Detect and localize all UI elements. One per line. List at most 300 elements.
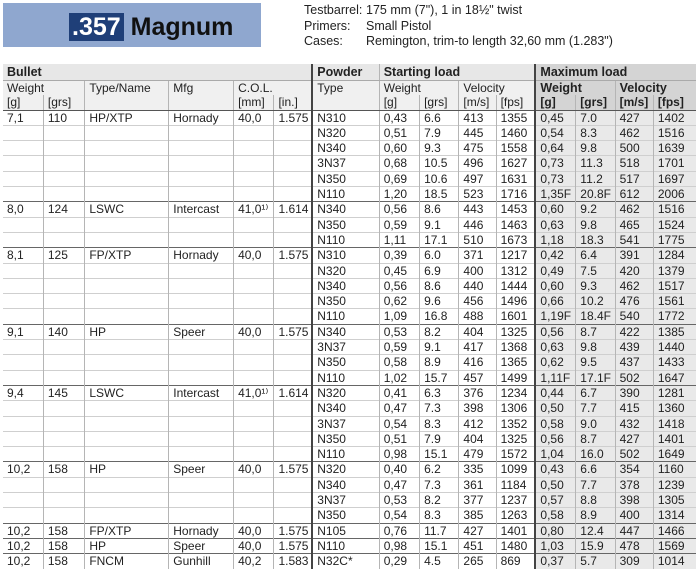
bullet-weight-g: 10,2 xyxy=(3,538,43,553)
bullet-weight-grs xyxy=(43,141,84,156)
max-velocity-ms: 400 xyxy=(615,508,653,523)
col-in xyxy=(274,294,312,309)
bullet-weight-grs xyxy=(43,125,84,140)
cartridge-caliber: .357 xyxy=(69,13,124,41)
col-mm: 40,0 xyxy=(234,523,274,538)
bullet-weight-g xyxy=(3,156,43,171)
start-weight-g: 0,54 xyxy=(379,416,419,431)
table-row xyxy=(3,493,696,508)
bullet-weight-grs xyxy=(43,232,84,247)
max-weight-g: 0,45 xyxy=(535,110,575,125)
bullet-mfg: Intercast xyxy=(169,202,234,217)
bullet-mfg xyxy=(169,217,234,232)
col-mm: 41,0¹⁾ xyxy=(234,385,274,400)
bullet-weight-g xyxy=(3,263,43,278)
max-velocity-fps: 1569 xyxy=(653,538,696,553)
max-weight-grs: 9.2 xyxy=(576,202,615,217)
max-weight-g: 0,63 xyxy=(535,217,575,232)
start-weight-grs: 10.5 xyxy=(420,156,459,171)
max-velocity-ms: 502 xyxy=(615,370,653,385)
bullet-weight-grs xyxy=(43,171,84,186)
max-velocity-ms: 476 xyxy=(615,294,653,309)
max-weight-grs: 6.7 xyxy=(576,385,615,400)
start-velocity-fps: 1453 xyxy=(496,202,535,217)
bullet-weight-g xyxy=(3,355,43,370)
bullet-mfg xyxy=(169,294,234,309)
powder-type: N310 xyxy=(312,248,379,263)
header-maximum-load: Maximum load xyxy=(535,64,696,81)
max-velocity-ms: 462 xyxy=(615,125,653,140)
max-velocity-ms: 378 xyxy=(615,477,653,492)
col-mm: 40,0 xyxy=(234,538,274,553)
bullet-weight-grs xyxy=(43,217,84,232)
start-velocity-ms: 371 xyxy=(459,248,496,263)
max-velocity-fps: 1239 xyxy=(653,477,696,492)
unit-blank xyxy=(312,95,379,110)
start-velocity-ms: 404 xyxy=(459,431,496,446)
bullet-weight-grs xyxy=(43,401,84,416)
col-mm xyxy=(234,340,274,355)
start-weight-grs: 9.1 xyxy=(420,217,459,232)
powder-type: N350 xyxy=(312,431,379,446)
header-powder: Powder xyxy=(312,64,379,81)
max-weight-g: 0,58 xyxy=(535,416,575,431)
max-weight-grs: 10.2 xyxy=(576,294,615,309)
max-weight-grs: 9.8 xyxy=(576,141,615,156)
cartridge-name: Magnum xyxy=(130,13,234,41)
bullet-weight-grs: 124 xyxy=(43,202,84,217)
start-velocity-fps: 1352 xyxy=(496,416,535,431)
test-info xyxy=(304,3,613,50)
info-value: Remington, trim-to length 32,60 mm (1.283") xyxy=(366,34,613,48)
start-weight-grs: 6.3 xyxy=(420,385,459,400)
table-row xyxy=(3,309,696,324)
powder-type: N105 xyxy=(312,523,379,538)
max-velocity-ms: 420 xyxy=(615,263,653,278)
start-weight-g: 0,98 xyxy=(379,447,419,462)
col-in xyxy=(274,401,312,416)
powder-type: N110 xyxy=(312,370,379,385)
col-in: 1.575 xyxy=(274,462,312,477)
max-velocity-fps: 1440 xyxy=(653,340,696,355)
bullet-mfg xyxy=(169,232,234,247)
bullet-weight-grs: 145 xyxy=(43,385,84,400)
bullet-weight-g xyxy=(3,217,43,232)
bullet-mfg: Gunhill xyxy=(169,554,234,569)
start-velocity-fps: 1631 xyxy=(496,171,535,186)
bullet-weight-grs: 110 xyxy=(43,110,84,125)
max-weight-g: 0,73 xyxy=(535,156,575,171)
max-weight-g: 0,66 xyxy=(535,294,575,309)
start-velocity-fps: 1463 xyxy=(496,217,535,232)
start-velocity-fps: 1601 xyxy=(496,309,535,324)
powder-type: N350 xyxy=(312,171,379,186)
start-velocity-ms: 398 xyxy=(459,401,496,416)
start-weight-g: 0,53 xyxy=(379,324,419,339)
bullet-type xyxy=(85,141,169,156)
bullet-mfg xyxy=(169,508,234,523)
bullet-mfg: Speer xyxy=(169,462,234,477)
powder-type: N340 xyxy=(312,477,379,492)
start-weight-g: 0,51 xyxy=(379,431,419,446)
max-weight-grs: 20.8F xyxy=(576,187,615,202)
bullet-type: HP xyxy=(85,324,169,339)
header-row-groups xyxy=(3,64,696,81)
start-velocity-ms: 404 xyxy=(459,324,496,339)
bullet-type xyxy=(85,493,169,508)
start-weight-g: 0,76 xyxy=(379,523,419,538)
header-max-weight: Weight xyxy=(535,81,615,96)
bullet-weight-g xyxy=(3,171,43,186)
bullet-weight-g xyxy=(3,278,43,293)
powder-type: N340 xyxy=(312,324,379,339)
bullet-type xyxy=(85,416,169,431)
max-weight-g: 0,63 xyxy=(535,340,575,355)
max-weight-g: 0,42 xyxy=(535,248,575,263)
col-mm xyxy=(234,156,274,171)
max-velocity-fps: 1775 xyxy=(653,232,696,247)
col-in xyxy=(274,232,312,247)
col-in xyxy=(274,431,312,446)
max-weight-g: 0,58 xyxy=(535,508,575,523)
table-row xyxy=(3,187,696,202)
bullet-weight-grs: 140 xyxy=(43,324,84,339)
title-banner xyxy=(3,3,261,47)
max-velocity-ms: 309 xyxy=(615,554,653,569)
info-value: 175 mm (7"), 1 in 18½" twist xyxy=(366,3,523,17)
col-in: 1.583 xyxy=(274,554,312,569)
info-row-testbarrel xyxy=(304,3,613,19)
bullet-type: LSWC xyxy=(85,202,169,217)
start-velocity-ms: 446 xyxy=(459,217,496,232)
start-weight-grs: 6.2 xyxy=(420,462,459,477)
start-velocity-ms: 413 xyxy=(459,110,496,125)
start-velocity-fps: 1673 xyxy=(496,232,535,247)
col-in: 1.575 xyxy=(274,248,312,263)
max-velocity-ms: 354 xyxy=(615,462,653,477)
bullet-weight-g: 7,1 xyxy=(3,110,43,125)
col-in: 1.614 xyxy=(274,385,312,400)
bullet-weight-grs: 158 xyxy=(43,554,84,569)
header-max-velocity: Velocity xyxy=(615,81,696,96)
powder-type: N350 xyxy=(312,508,379,523)
unit-g: [g] xyxy=(3,95,43,110)
start-weight-grs: 9.6 xyxy=(420,294,459,309)
start-weight-grs: 16.8 xyxy=(420,309,459,324)
start-velocity-ms: 427 xyxy=(459,523,496,538)
start-weight-grs: 8.3 xyxy=(420,508,459,523)
header-bullet: Bullet xyxy=(3,64,312,81)
bullet-type: HP xyxy=(85,538,169,553)
bullet-weight-g: 8,0 xyxy=(3,202,43,217)
start-velocity-fps: 1306 xyxy=(496,401,535,416)
start-weight-g: 0,51 xyxy=(379,125,419,140)
table-row xyxy=(3,416,696,431)
start-weight-g: 0,59 xyxy=(379,340,419,355)
start-weight-grs: 8.6 xyxy=(420,202,459,217)
col-in xyxy=(274,217,312,232)
max-weight-grs: 9.3 xyxy=(576,278,615,293)
max-weight-g: 0,50 xyxy=(535,401,575,416)
max-velocity-fps: 1433 xyxy=(653,355,696,370)
table-row xyxy=(3,248,696,263)
powder-type: N350 xyxy=(312,294,379,309)
bullet-weight-g xyxy=(3,232,43,247)
table-row xyxy=(3,125,696,140)
start-weight-g: 0,62 xyxy=(379,294,419,309)
bullet-mfg xyxy=(169,263,234,278)
start-weight-grs: 9.3 xyxy=(420,141,459,156)
bullet-type: LSWC xyxy=(85,385,169,400)
unit-fps: [fps] xyxy=(653,95,696,110)
start-velocity-ms: 496 xyxy=(459,156,496,171)
start-velocity-ms: 497 xyxy=(459,171,496,186)
col-in xyxy=(274,125,312,140)
max-velocity-fps: 1516 xyxy=(653,202,696,217)
powder-type: N350 xyxy=(312,355,379,370)
col-mm xyxy=(234,447,274,462)
max-velocity-fps: 1701 xyxy=(653,156,696,171)
bullet-type xyxy=(85,263,169,278)
col-in xyxy=(274,447,312,462)
bullet-mfg xyxy=(169,125,234,140)
cartridge-title xyxy=(69,13,233,41)
max-weight-grs: 8.7 xyxy=(576,324,615,339)
max-velocity-ms: 432 xyxy=(615,416,653,431)
max-weight-grs: 12.4 xyxy=(576,523,615,538)
max-weight-g: 0,49 xyxy=(535,263,575,278)
max-weight-grs: 16.0 xyxy=(576,447,615,462)
load-data-table-wrapper xyxy=(3,64,696,569)
start-weight-g: 1,11 xyxy=(379,232,419,247)
max-weight-grs: 8.7 xyxy=(576,431,615,446)
max-weight-g: 1,11F xyxy=(535,370,575,385)
start-velocity-fps: 1627 xyxy=(496,156,535,171)
col-mm xyxy=(234,401,274,416)
start-weight-grs: 15.1 xyxy=(420,447,459,462)
max-weight-grs: 9.8 xyxy=(576,340,615,355)
col-in xyxy=(274,493,312,508)
max-weight-g: 0,73 xyxy=(535,171,575,186)
start-weight-g: 0,59 xyxy=(379,217,419,232)
powder-type: N32C* xyxy=(312,554,379,569)
max-velocity-fps: 1314 xyxy=(653,508,696,523)
header-col: C.O.L. xyxy=(234,81,313,96)
start-weight-g: 0,40 xyxy=(379,462,419,477)
start-weight-g: 0,58 xyxy=(379,355,419,370)
unit-blank xyxy=(169,95,234,110)
start-velocity-ms: 385 xyxy=(459,508,496,523)
table-row xyxy=(3,171,696,186)
bullet-type xyxy=(85,355,169,370)
table-row xyxy=(3,294,696,309)
start-weight-grs: 8.3 xyxy=(420,416,459,431)
col-mm xyxy=(234,355,274,370)
bullet-weight-g: 10,2 xyxy=(3,554,43,569)
start-weight-g: 0,60 xyxy=(379,141,419,156)
start-velocity-fps: 1444 xyxy=(496,278,535,293)
max-weight-g: 0,57 xyxy=(535,493,575,508)
max-weight-g: 1,35F xyxy=(535,187,575,202)
start-velocity-ms: 443 xyxy=(459,202,496,217)
max-weight-g: 0,37 xyxy=(535,554,575,569)
max-velocity-ms: 390 xyxy=(615,385,653,400)
bullet-weight-grs: 158 xyxy=(43,462,84,477)
bullet-mfg xyxy=(169,309,234,324)
bullet-mfg xyxy=(169,431,234,446)
unit-grs: [grs] xyxy=(576,95,615,110)
max-weight-grs: 9.8 xyxy=(576,217,615,232)
max-weight-grs: 18.3 xyxy=(576,232,615,247)
max-velocity-fps: 2006 xyxy=(653,187,696,202)
start-weight-g: 1,02 xyxy=(379,370,419,385)
max-weight-grs: 11.2 xyxy=(576,171,615,186)
start-weight-grs: 6.9 xyxy=(420,263,459,278)
table-row xyxy=(3,141,696,156)
header-mfg: Mfg xyxy=(169,81,234,96)
bullet-weight-g xyxy=(3,294,43,309)
col-mm xyxy=(234,217,274,232)
start-velocity-fps: 1355 xyxy=(496,110,535,125)
start-velocity-fps: 1312 xyxy=(496,263,535,278)
start-weight-grs: 9.1 xyxy=(420,340,459,355)
max-velocity-fps: 1401 xyxy=(653,431,696,446)
bullet-mfg: Intercast xyxy=(169,385,234,400)
start-weight-grs: 15.1 xyxy=(420,538,459,553)
bullet-weight-g: 10,2 xyxy=(3,462,43,477)
bullet-type xyxy=(85,156,169,171)
start-weight-g: 0,41 xyxy=(379,385,419,400)
start-weight-g: 0,29 xyxy=(379,554,419,569)
max-velocity-ms: 465 xyxy=(615,217,653,232)
max-velocity-fps: 1649 xyxy=(653,447,696,462)
start-weight-grs: 6.0 xyxy=(420,248,459,263)
max-velocity-ms: 502 xyxy=(615,447,653,462)
bullet-weight-grs: 125 xyxy=(43,248,84,263)
header-start-weight: Weight xyxy=(379,81,459,96)
max-velocity-fps: 1516 xyxy=(653,125,696,140)
bullet-mfg: Speer xyxy=(169,538,234,553)
start-weight-g: 0,47 xyxy=(379,401,419,416)
bullet-weight-grs xyxy=(43,340,84,355)
unit-ms: [m/s] xyxy=(615,95,653,110)
info-label: Cases: xyxy=(304,34,343,48)
bullet-type xyxy=(85,294,169,309)
table-row xyxy=(3,340,696,355)
max-weight-grs: 6.4 xyxy=(576,248,615,263)
col-in: 1.614 xyxy=(274,202,312,217)
table-row xyxy=(3,370,696,385)
start-weight-grs: 7.9 xyxy=(420,431,459,446)
powder-type: N110 xyxy=(312,447,379,462)
bullet-type xyxy=(85,309,169,324)
bullet-weight-grs xyxy=(43,431,84,446)
col-in: 1.575 xyxy=(274,110,312,125)
bullet-weight-grs xyxy=(43,294,84,309)
start-weight-grs: 4.5 xyxy=(420,554,459,569)
unit-fps: [fps] xyxy=(496,95,535,110)
max-velocity-fps: 1014 xyxy=(653,554,696,569)
bullet-mfg xyxy=(169,493,234,508)
start-velocity-ms: 456 xyxy=(459,294,496,309)
start-weight-grs: 15.7 xyxy=(420,370,459,385)
max-weight-grs: 18.4F xyxy=(576,309,615,324)
max-weight-g: 0,62 xyxy=(535,355,575,370)
max-weight-grs: 7.7 xyxy=(576,477,615,492)
bullet-mfg: Hornady xyxy=(169,248,234,263)
start-velocity-fps: 1099 xyxy=(496,462,535,477)
unit-ms: [m/s] xyxy=(459,95,496,110)
max-weight-grs: 11.3 xyxy=(576,156,615,171)
bullet-type xyxy=(85,340,169,355)
max-velocity-ms: 391 xyxy=(615,248,653,263)
start-velocity-fps: 1558 xyxy=(496,141,535,156)
start-velocity-ms: 440 xyxy=(459,278,496,293)
bullet-weight-grs xyxy=(43,477,84,492)
start-velocity-ms: 475 xyxy=(459,141,496,156)
powder-type: N340 xyxy=(312,278,379,293)
col-in: 1.575 xyxy=(274,523,312,538)
powder-type: N320 xyxy=(312,462,379,477)
bullet-mfg xyxy=(169,447,234,462)
col-in xyxy=(274,508,312,523)
col-mm: 40,2 xyxy=(234,554,274,569)
start-velocity-ms: 457 xyxy=(459,370,496,385)
table-row xyxy=(3,232,696,247)
start-weight-grs: 7.3 xyxy=(420,477,459,492)
start-velocity-ms: 335 xyxy=(459,462,496,477)
bullet-type xyxy=(85,431,169,446)
start-velocity-ms: 445 xyxy=(459,125,496,140)
max-velocity-fps: 1402 xyxy=(653,110,696,125)
header-starting-load: Starting load xyxy=(379,64,535,81)
start-velocity-ms: 376 xyxy=(459,385,496,400)
col-in xyxy=(274,309,312,324)
header-weight: Weight xyxy=(3,81,85,96)
unit-in: [in.] xyxy=(274,95,312,110)
powder-type: N340 xyxy=(312,202,379,217)
max-velocity-fps: 1160 xyxy=(653,462,696,477)
powder-type: 3N37 xyxy=(312,416,379,431)
start-weight-grs: 10.6 xyxy=(420,171,459,186)
bullet-type xyxy=(85,278,169,293)
bullet-weight-grs xyxy=(43,278,84,293)
bullet-weight-g xyxy=(3,340,43,355)
max-velocity-fps: 1418 xyxy=(653,416,696,431)
max-velocity-ms: 439 xyxy=(615,340,653,355)
table-row xyxy=(3,110,696,125)
max-velocity-fps: 1281 xyxy=(653,385,696,400)
max-velocity-fps: 1524 xyxy=(653,217,696,232)
bullet-weight-g: 9,4 xyxy=(3,385,43,400)
start-velocity-ms: 417 xyxy=(459,340,496,355)
bullet-weight-g: 9,1 xyxy=(3,324,43,339)
col-mm: 40,0 xyxy=(234,248,274,263)
start-velocity-fps: 1263 xyxy=(496,508,535,523)
bullet-weight-g: 8,1 xyxy=(3,248,43,263)
bullet-type: HP/XTP xyxy=(85,110,169,125)
bullet-type: FP/XTP xyxy=(85,248,169,263)
col-mm xyxy=(234,370,274,385)
table-row xyxy=(3,385,696,400)
header-start-velocity: Velocity xyxy=(459,81,536,96)
powder-type: 3N37 xyxy=(312,340,379,355)
powder-type: N110 xyxy=(312,538,379,553)
bullet-weight-g xyxy=(3,370,43,385)
max-velocity-fps: 1647 xyxy=(653,370,696,385)
bullet-weight-grs xyxy=(43,187,84,202)
col-mm: 40,0 xyxy=(234,110,274,125)
